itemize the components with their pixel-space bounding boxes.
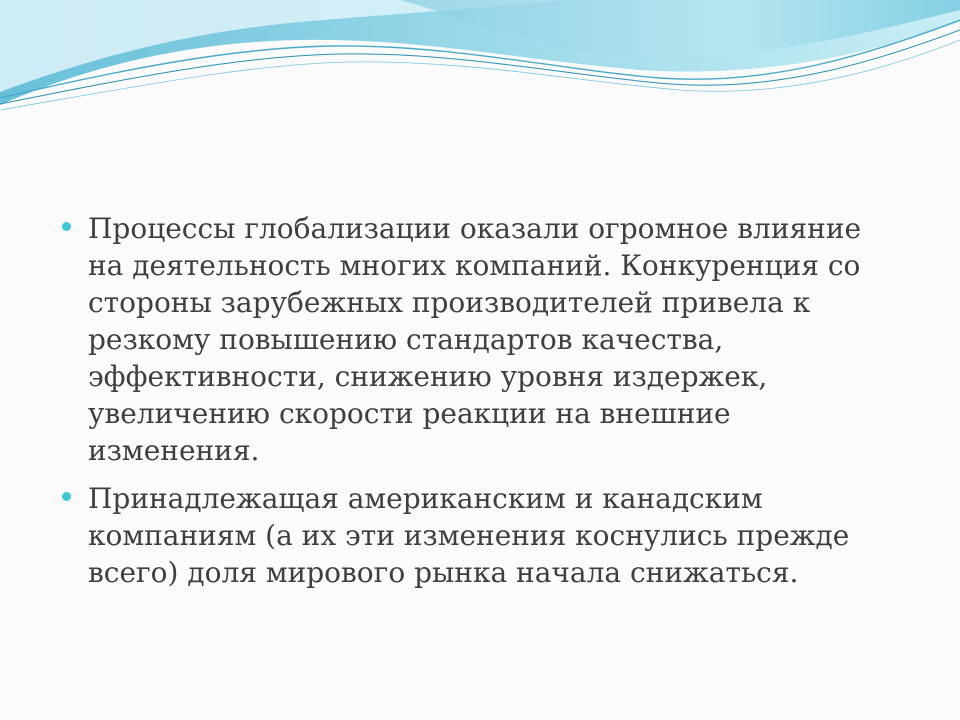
wave-header-decoration [0, 0, 960, 140]
bullet-dot-icon [62, 492, 71, 501]
bullet-text: Процессы глобализации оказали огромное влияние на деятельность многих компаний. Конкуренция со стороны зарубежных производителей привела к резкому повышению стандартов качества, эффективности, снижению уровня издержек, увеличению скорости реакции на внешние изменения. [88, 212, 862, 467]
bullet-text: Принадлежащая американским и канадским компаниям (а их эти изменения коснулись прежде всего) доля мирового рынка начала снижаться. [88, 482, 850, 589]
bullet-list [60, 210, 900, 602]
bullet-item [60, 210, 900, 469]
bullet-item [60, 480, 900, 591]
bullet-dot-icon [62, 222, 71, 231]
